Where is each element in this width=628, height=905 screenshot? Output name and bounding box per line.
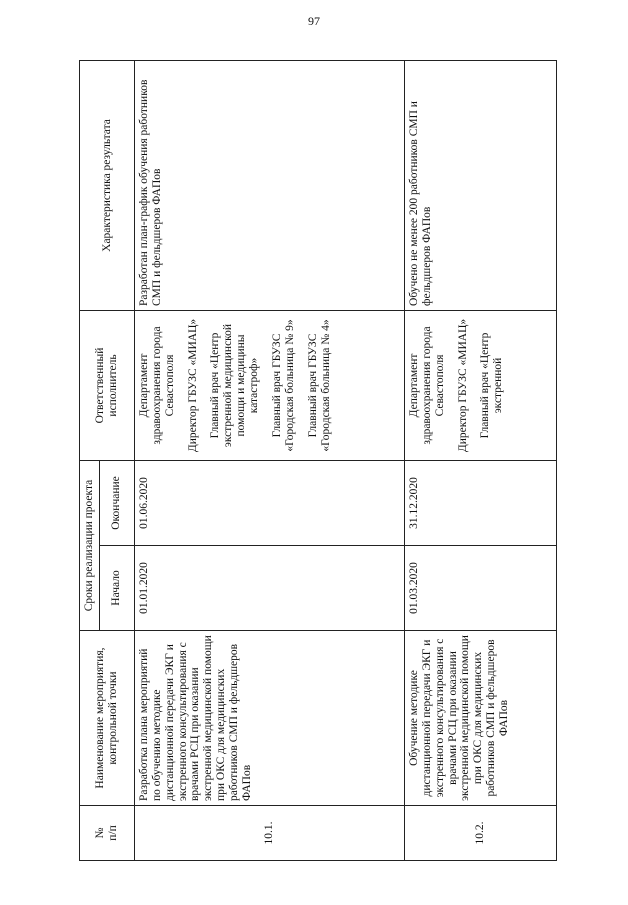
- end-date: 31.12.2020: [404, 460, 556, 545]
- activity-table: [79, 60, 557, 861]
- rotated-table-sheet: [79, 61, 557, 861]
- executor-item: Главный врач ГБУЗС «Городская больница № 9»: [270, 319, 296, 452]
- start-date: 01.03.2020: [404, 546, 556, 631]
- header-number: № п/п: [80, 806, 135, 861]
- result-description: Обучено не менее 200 работников СМП и фельдшеров ФАПов: [404, 60, 556, 310]
- executor-item: Департамент здравоохранения города Севастополя: [137, 326, 176, 445]
- row-number: 10.1.: [134, 806, 404, 861]
- table-row: [134, 60, 404, 860]
- executor-item: Директор ГБУЗС «МИАЦ»: [456, 318, 469, 453]
- header-start: Начало: [99, 546, 134, 631]
- end-date: 01.06.2020: [134, 460, 404, 545]
- activity-name: Разработка плана мероприятий по обучению методике дистанционной передачи ЭКГ и экстренного консультирования с врачами РСЦ при оказании экстренной медицинской помощи при ОКС для медицинских работников СМП и фельдшеров ФАПов: [134, 631, 404, 806]
- header-result: Характеристика результата: [80, 60, 135, 310]
- header-project-period: Сроки реализации проекта: [80, 460, 100, 630]
- executor-list: [134, 310, 404, 460]
- executor-list: [404, 310, 556, 460]
- page-number: 97: [308, 14, 320, 28]
- table-row: [404, 60, 556, 860]
- start-date: 01.01.2020: [134, 546, 404, 631]
- executor-item: Департамент здравоохранения города Севастополя: [407, 326, 446, 445]
- executor-item: Главный врач ГБУЗС «Городская больница № 4»: [306, 319, 332, 452]
- executor-item: Главный врач «Центр экстренной: [479, 332, 505, 439]
- row-number: 10.2.: [404, 806, 556, 861]
- header-end: Окончание: [99, 460, 134, 545]
- executor-item: Главный врач «Центр экстренной медицинской помощи и медицины катастроф»: [209, 323, 260, 448]
- executor-item: Директор ГБУЗС «МИАЦ»: [186, 318, 199, 453]
- header-activity-name: Наименование мероприятия, контрольной точки: [80, 631, 135, 806]
- result-description: Разработан план-график обучения работников СМП и фельдшеров ФАПов: [134, 60, 404, 310]
- activity-name: Обучение методике дистанционной передачи ЭКГ и экстренного консультирования с врачами РСЦ при оказании экстренной медицинской помощи при ОКС для медицинских работников СМП и фельдшеров ФАПов: [404, 631, 556, 806]
- header-executor: Ответственный исполнитель: [80, 310, 135, 460]
